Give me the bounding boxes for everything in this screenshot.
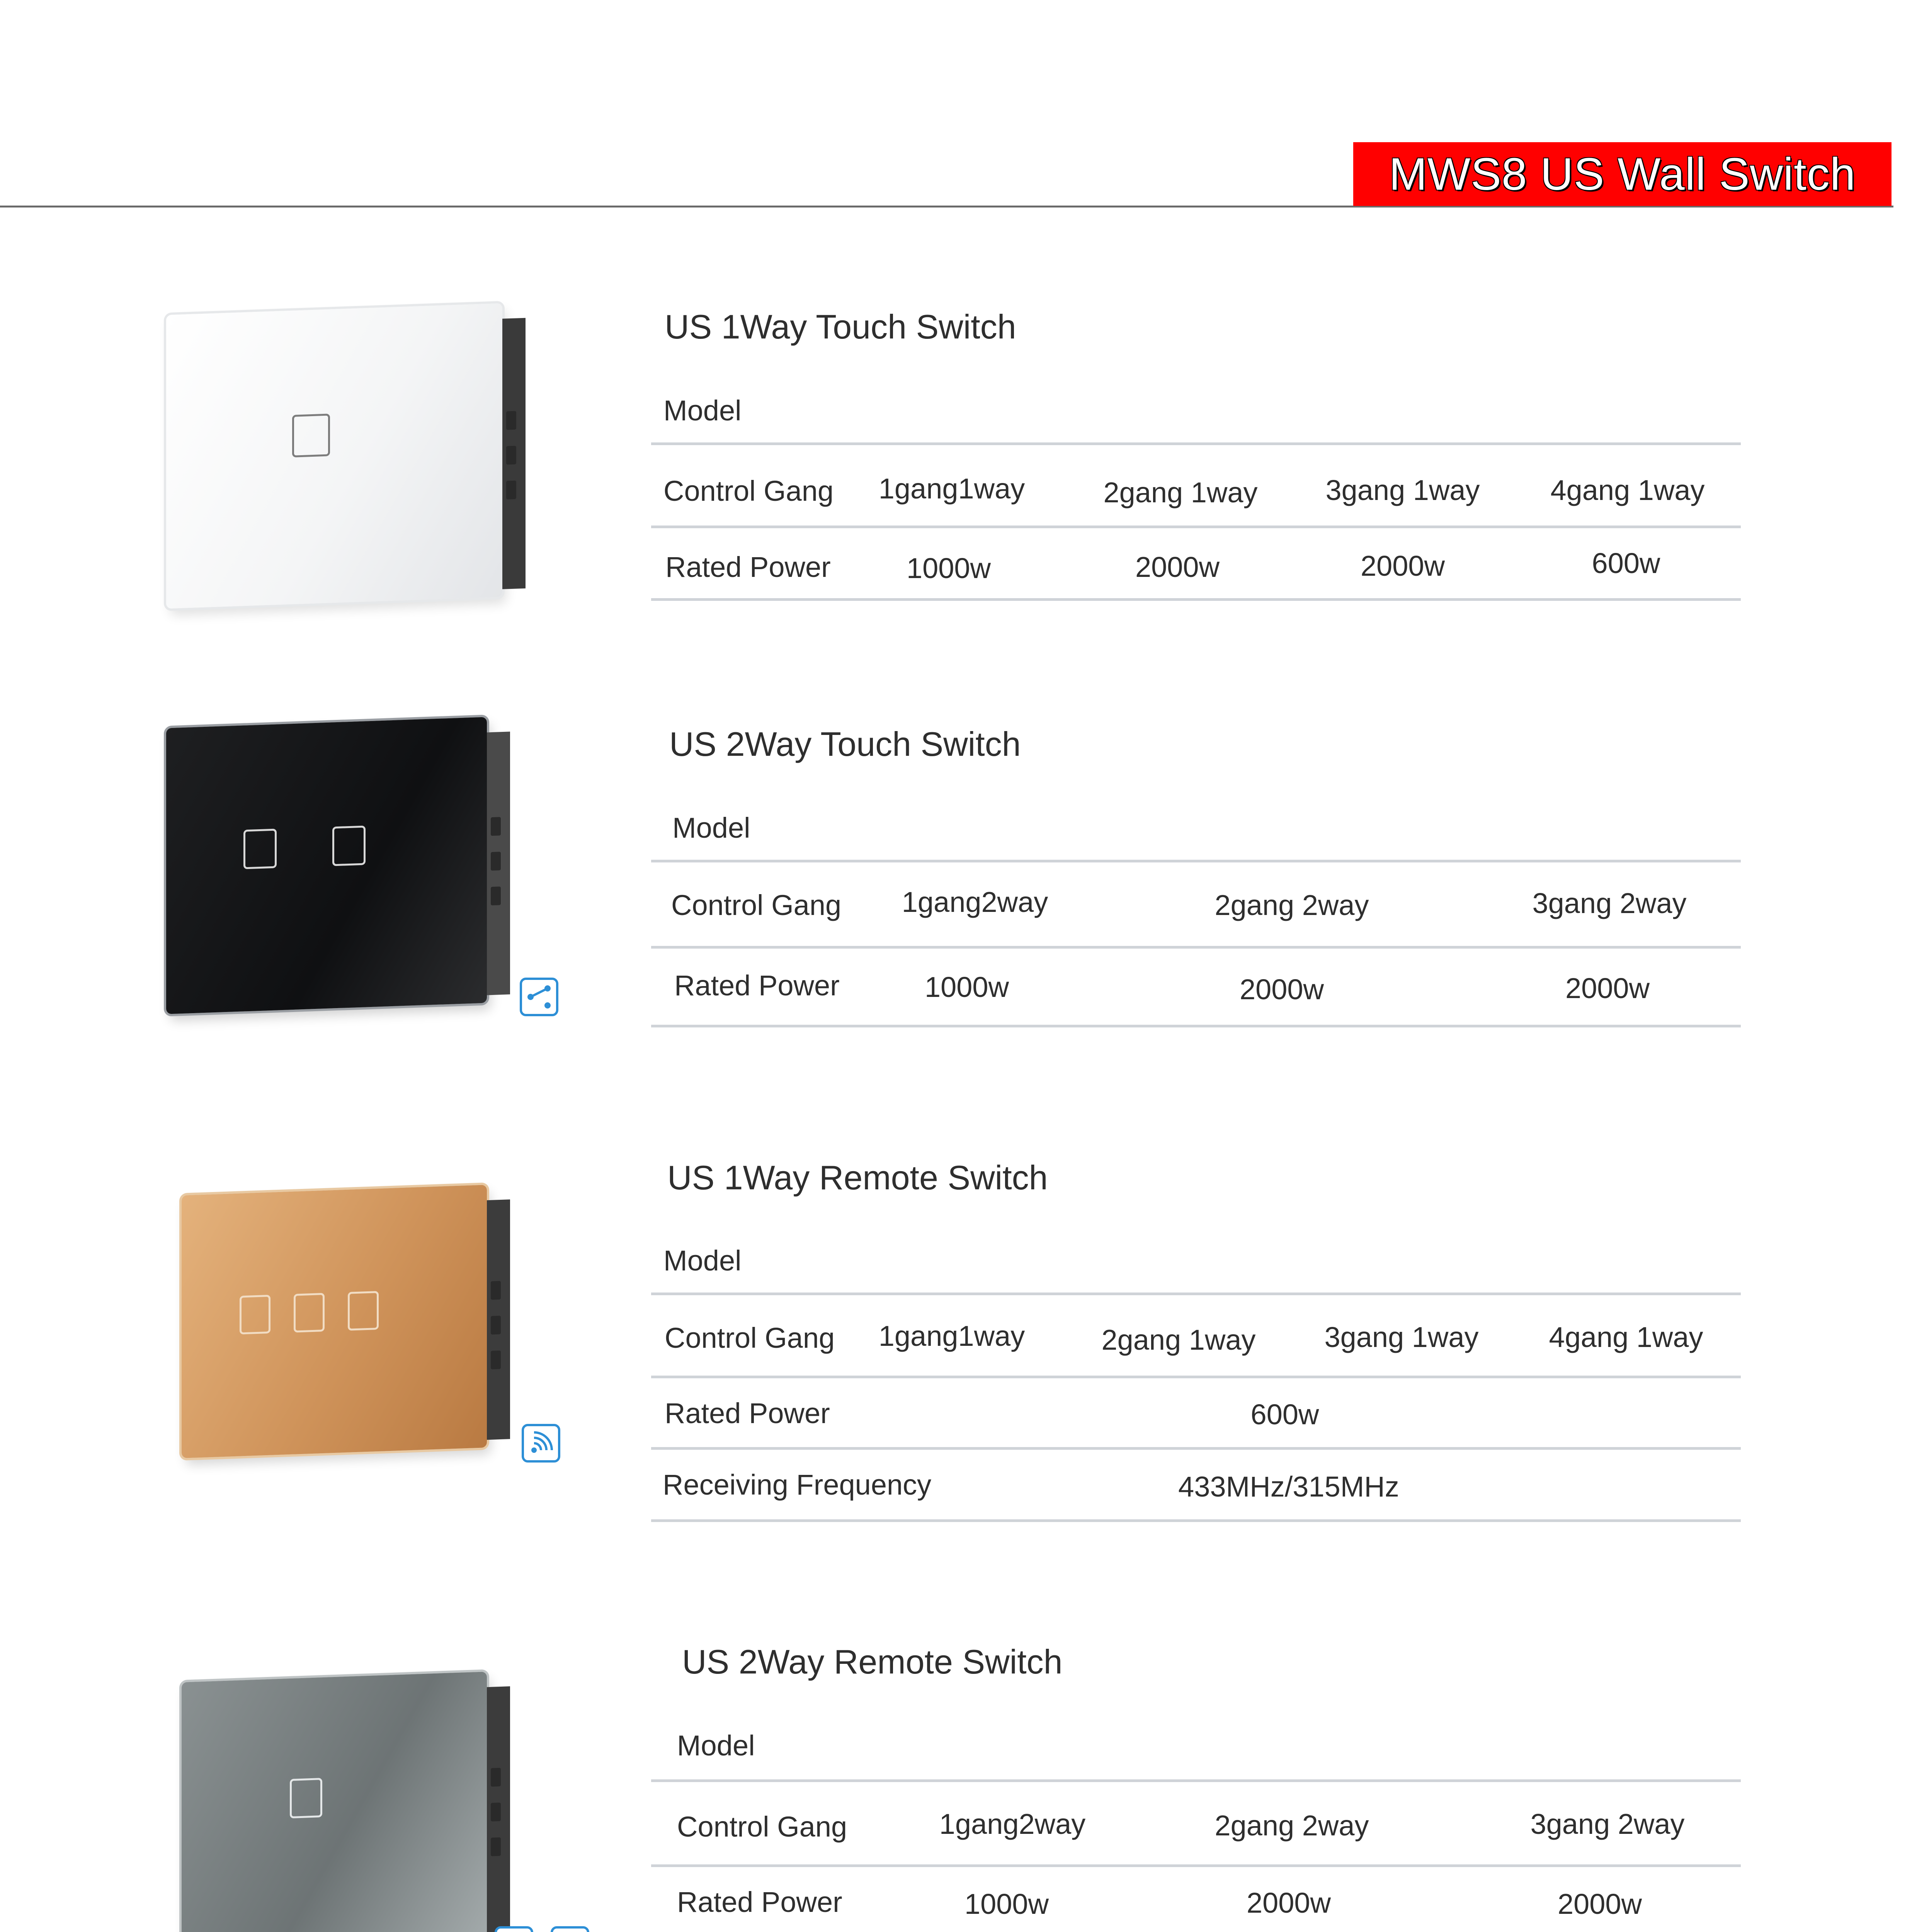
model-label: Model — [672, 812, 750, 844]
control-gang-cell: 1gang1way — [878, 473, 1025, 505]
control-gang-label: Control Gang — [665, 1322, 835, 1354]
table-rule — [651, 1293, 1741, 1295]
rated-power-cell: 1000w — [924, 971, 1009, 1003]
table-rule — [651, 1519, 1741, 1522]
table-rule — [651, 526, 1741, 528]
control-gang-label: Control Gang — [663, 475, 834, 507]
touch-key — [332, 825, 366, 866]
rated-power-cell: 1000w — [906, 552, 991, 584]
section-title: US 2Way Remote Switch — [682, 1643, 1063, 1681]
section-title: US 2Way Touch Switch — [669, 725, 1021, 763]
control-gang-cell: 1gang2way — [939, 1808, 1086, 1840]
table-rule — [651, 1779, 1741, 1782]
page-title: MWS8 US Wall Switch — [1389, 148, 1856, 200]
product-image-grey-switch — [182, 1672, 487, 1932]
control-gang-cell: 1gang1way — [878, 1320, 1025, 1352]
rated-power-cell: 2000w — [1239, 973, 1324, 1005]
header-badge — [1353, 142, 1891, 206]
control-gang-label: Control Gang — [671, 889, 842, 921]
table-rule — [651, 946, 1741, 949]
table-rule — [651, 860, 1741, 862]
control-gang-cell: 3gang 1way — [1325, 474, 1480, 506]
control-gang-label: Control Gang — [677, 1811, 847, 1843]
control-gang-cell: 3gang 1way — [1324, 1321, 1479, 1353]
two-way-icon — [495, 1926, 533, 1932]
receiving-frequency-label: Receiving Frequency — [663, 1469, 932, 1501]
touch-key — [348, 1291, 379, 1331]
rated-power-cell: 2000w — [1246, 1887, 1331, 1919]
touch-key — [292, 413, 330, 457]
rated-power-cell: 2000w — [1565, 972, 1650, 1004]
control-gang-cell: 4gang 1way — [1549, 1321, 1703, 1353]
control-gang-cell: 2gang 2way — [1214, 889, 1369, 921]
product-image-white-switch — [166, 303, 502, 609]
control-gang-cell: 3gang 2way — [1532, 887, 1687, 919]
table-rule — [651, 1447, 1741, 1450]
table-rule — [651, 598, 1741, 601]
section-title: US 1Way Touch Switch — [665, 308, 1016, 346]
table-rule — [651, 442, 1741, 445]
product-image-black-switch — [166, 717, 487, 1014]
control-gang-cell: 3gang 2way — [1530, 1808, 1685, 1840]
rated-power-cell: 600w — [1592, 547, 1660, 579]
control-gang-cell: 1gang2way — [902, 886, 1048, 918]
control-gang-cell: 4gang 1way — [1550, 474, 1705, 506]
model-label: Model — [663, 395, 742, 427]
rated-power-label: Rated Power — [665, 1397, 830, 1429]
rated-power-cell: 2000w — [1360, 550, 1445, 582]
touch-key — [290, 1778, 322, 1818]
rated-power-cell: 600w — [1250, 1398, 1319, 1430]
rated-power-cell: 2000w — [1557, 1888, 1642, 1920]
rated-power-cell: 1000w — [964, 1888, 1049, 1920]
section-title: US 1Way Remote Switch — [667, 1158, 1048, 1197]
rated-power-label: Rated Power — [677, 1886, 842, 1918]
table-rule — [651, 1376, 1741, 1378]
remote-signal-icon — [551, 1926, 589, 1932]
model-label: Model — [663, 1245, 742, 1277]
model-label: Model — [677, 1730, 755, 1762]
table-rule — [651, 1864, 1741, 1867]
table-rule — [651, 1025, 1741, 1027]
touch-key — [243, 829, 277, 869]
control-gang-cell: 2gang 1way — [1101, 1324, 1256, 1356]
control-gang-cell: 2gang 2way — [1214, 1810, 1369, 1842]
rated-power-label: Rated Power — [674, 969, 840, 1002]
receiving-frequency-cell: 433MHz/315MHz — [1178, 1471, 1399, 1503]
control-gang-cell: 2gang 1way — [1103, 476, 1258, 509]
remote-signal-icon — [522, 1424, 560, 1463]
touch-key — [240, 1295, 270, 1335]
rated-power-label: Rated Power — [665, 551, 831, 583]
touch-key — [294, 1293, 325, 1333]
rated-power-cell: 2000w — [1135, 551, 1220, 583]
two-way-icon — [520, 978, 558, 1016]
product-image-gold-switch — [182, 1185, 487, 1458]
